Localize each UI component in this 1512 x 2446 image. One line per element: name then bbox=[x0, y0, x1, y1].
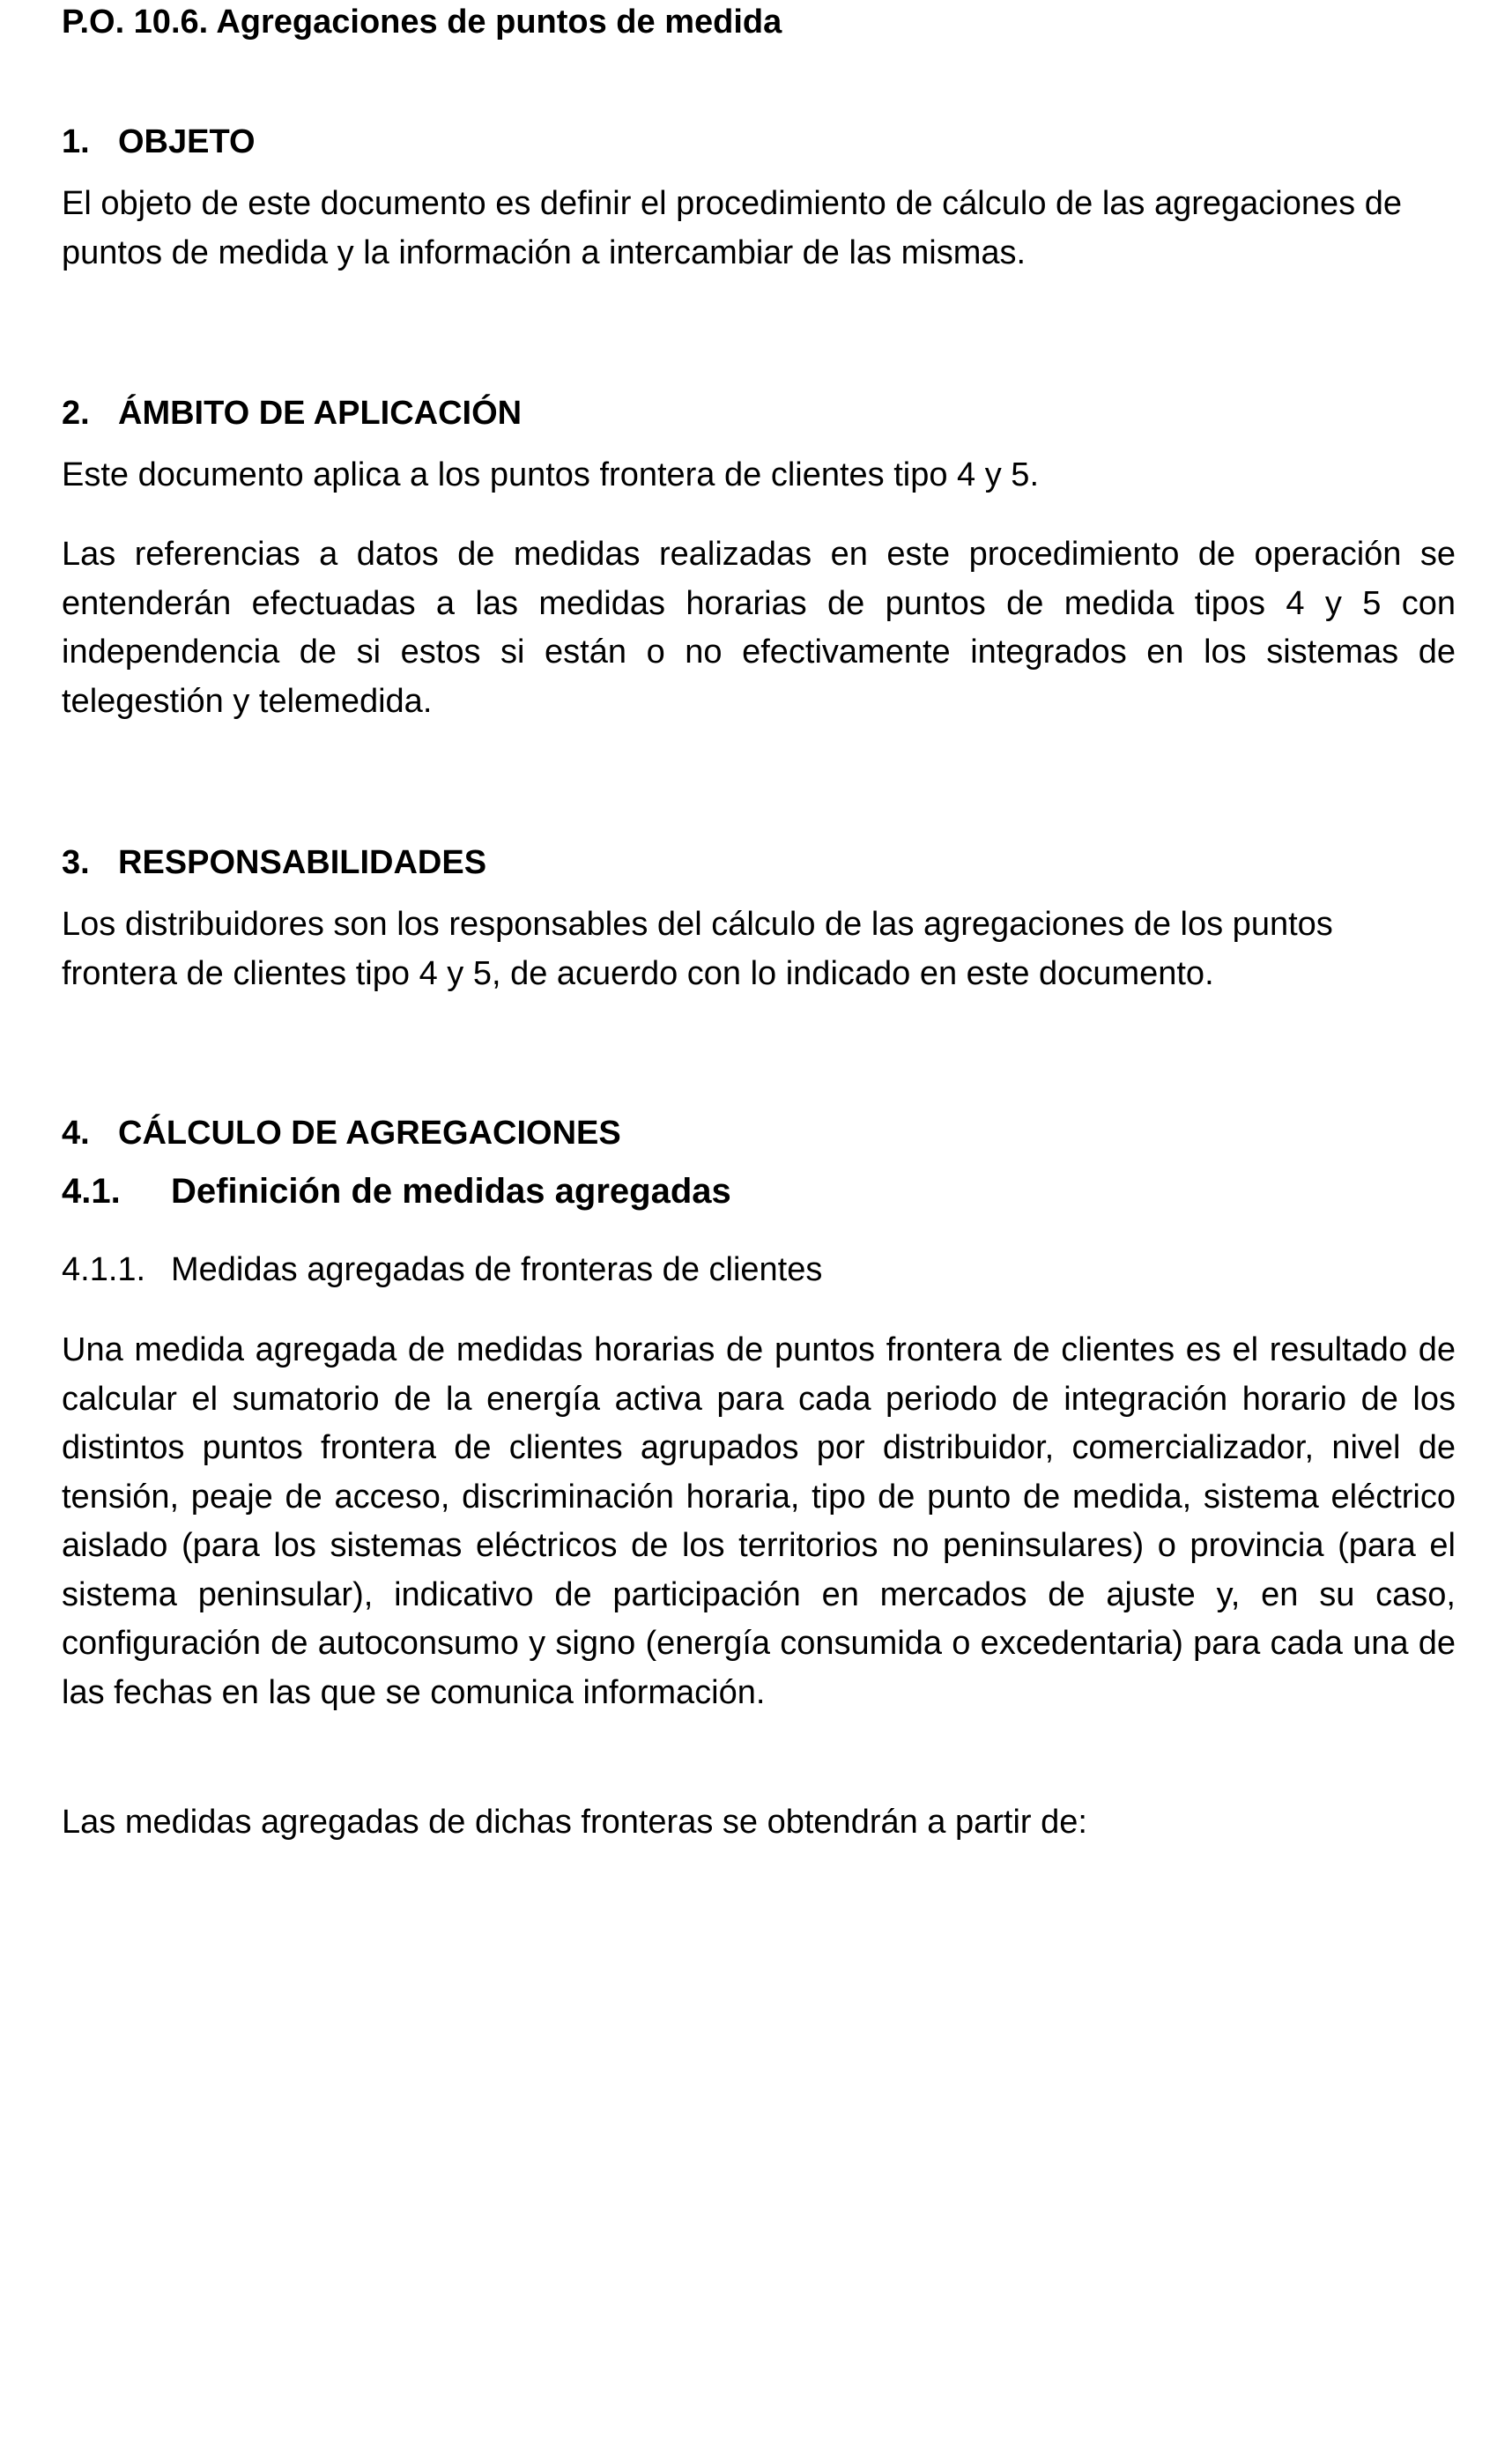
section-1-paragraph: El objeto de este documento es definir el procedimiento de cálculo de las agregaciones de puntos de medida y la información a intercambiar de las mismas. bbox=[62, 185, 1402, 271]
document-title: P.O. 10.6. Agregaciones de puntos de medida bbox=[62, 4, 782, 41]
section-4-1-1-title: Medidas agregadas de fronteras de clientes bbox=[171, 1251, 823, 1288]
section-4-1-1-paragraph-2: Las medidas agregadas de dichas fronteras se obtendrán a partir de: bbox=[62, 1804, 1087, 1841]
section-1-heading bbox=[62, 123, 256, 161]
section-1-number: 1. bbox=[62, 123, 90, 160]
section-4-1-1-heading bbox=[62, 1251, 822, 1289]
section-2-paragraph-2: Las referencias a datos de medidas realizadas en este procedimiento de operación se entenderán efectuadas a las medidas horarias de puntos de medida tipos 4 y 5 con independencia de si estos si están o no efectivamente integrados en los sistemas de telegestión y telemedida. bbox=[62, 536, 1456, 720]
section-1-title: OBJETO bbox=[118, 123, 256, 160]
section-3-heading bbox=[62, 844, 486, 882]
section-3-paragraph: Los distribuidores son los responsables del cálculo de las agregaciones de los puntos frontera de clientes tipo 4 y 5, de acuerdo con lo indicado en este documento. bbox=[62, 906, 1333, 992]
section-4-1-number: 4.1. bbox=[62, 1172, 121, 1211]
section-4-1-1-paragraph-1: Una medida agregada de medidas horarias de puntos frontera de clientes es el resultado de calcular el sumatorio de la energía activa para cada periodo de integración horario de los distintos puntos frontera de clientes agrupados por distribuidor, comercializador, nivel de tensión, peaje de acceso, discriminación horaria, tipo de punto de medida, sistema eléctrico aislado (para los sistemas eléctricos de los territorios no peninsulares) o provincia (para el sistema peninsular), indicativo de participación en mercados de ajuste y, en su caso, configuración de autoconsumo y signo (energía consumida o excedentaria) para cada una de las fechas en las que se comunica información. bbox=[62, 1331, 1456, 1711]
section-4-1-1-number: 4.1.1. bbox=[62, 1251, 146, 1288]
section-2-paragraph-1: Este documento aplica a los puntos frontera de clientes tipo 4 y 5. bbox=[62, 456, 1039, 493]
section-4-1-title: Definición de medidas agregadas bbox=[171, 1172, 731, 1211]
section-4-heading bbox=[62, 1115, 621, 1153]
section-4-title: CÁLCULO DE AGREGACIONES bbox=[118, 1115, 621, 1152]
section-3-title: RESPONSABILIDADES bbox=[118, 844, 487, 881]
section-4-number: 4. bbox=[62, 1115, 90, 1152]
section-4-1-heading bbox=[62, 1172, 731, 1212]
section-2-title: ÁMBITO DE APLICACIÓN bbox=[118, 395, 523, 432]
section-2-heading bbox=[62, 395, 522, 433]
section-2-number: 2. bbox=[62, 395, 90, 432]
section-3-number: 3. bbox=[62, 844, 90, 881]
